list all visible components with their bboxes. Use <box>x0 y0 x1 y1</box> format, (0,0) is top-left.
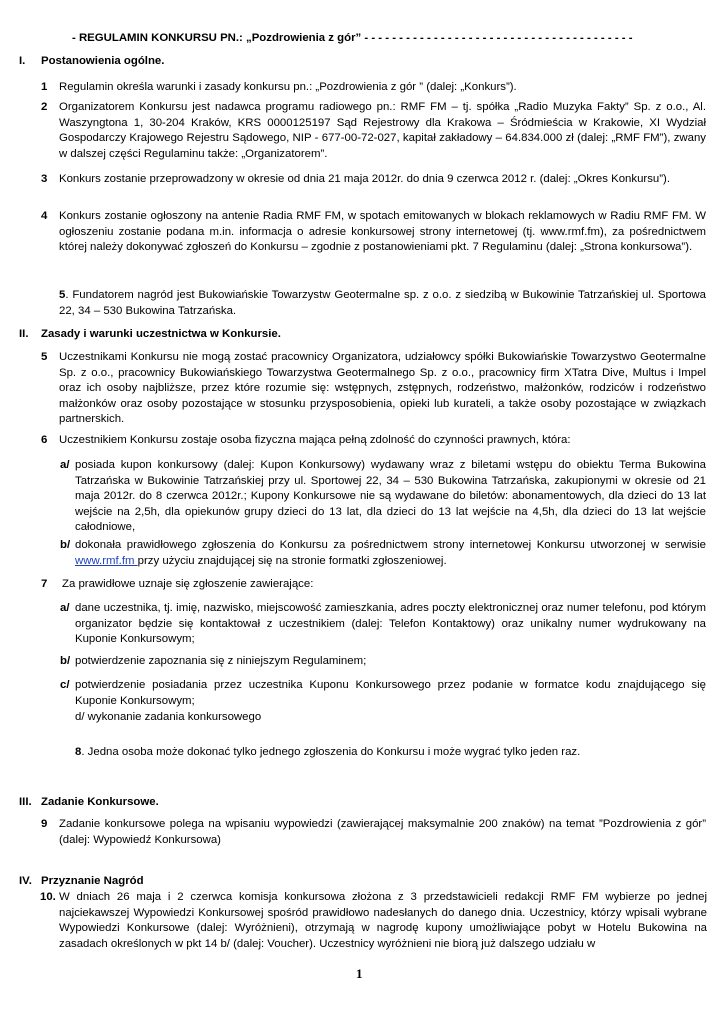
paragraph-text: Regulamin określa warunki i zasady konkursu pn.: „Pozdrowienia z gór ” (dalej: „Konkurs”). <box>59 81 517 93</box>
paragraph-text: Za prawidłowe uznaje się zgłoszenie zawierające: <box>62 578 314 590</box>
page-number: 1 <box>356 966 363 981</box>
section-roman: II. <box>19 328 29 340</box>
section-roman: IV. <box>19 875 32 887</box>
paragraph-text: Uczestnikami Konkursu nie mogą zostać pracownicy Organizatora, udziałowcy spółki Bukowiańskie Towarzystwo Geotermalne Sp. z o.o., pracownicy Bukowiańskiego Towarzystwa Geotermalnego Sp. z o.o., pracownicy firm XTatra Dive, Multus i Impel oraz ich osoby najbliższe, przez które rozumie się: wstępnych, zstępnych, rodzeństwo, małżonków, rodziców i rodzeństwo małżonków oraz osoby pozostające w stosunku przysposobienia, opieki lub kurateli, a także osoby pozostające w związkach partnerskich. <box>59 351 706 426</box>
paragraph-number: 7 <box>41 578 48 590</box>
paragraph-text: 5. Fundatorem nagród jest Bukowiańskie Towarzystw Geotermalne sp. z o.o. z siedzibą w Bukowinie Tatrzańskiej ul. Sportowa 22, 34 – 530 Bukowina Tatrzańska. <box>59 289 706 317</box>
paragraph-number: 2 <box>41 101 48 113</box>
section-roman: I. <box>19 55 26 67</box>
subparagraph-letter: a/ <box>60 602 70 614</box>
paragraph-number: 8 <box>75 746 82 758</box>
paragraph-number: 10. <box>40 891 56 903</box>
paragraph-text: Konkurs zostanie ogłoszony na antenie Radia RMF FM, w spotach emitowanych w blokach reklamowych w Radiu RMF FM. W ogłoszeniu zostanie podana m.in. informacja o adresie konkursowej strony internetowej (tj. www.rmf.fm), za pośrednictwem której należy dokonywać zgłoszeń do Konkursu – zgodnie z postanowieniami pkt. 7 Regulaminu (dalej: „Strona konkursowa”). <box>59 210 706 254</box>
document-title: - REGULAMIN KONKURSU PN.: „Pozdrowienia z gór” - - - - - - - - - - - - - - - - - - - - - - - - - - - - - - - - - - - - - - - <box>72 32 633 44</box>
subparagraph-7d: d/ wykonanie zadania konkursowego <box>75 711 262 723</box>
paragraph-number: 5 <box>59 289 66 301</box>
paragraph-number: 9 <box>41 818 48 830</box>
subparagraph-text: dane uczestnika, tj. imię, nazwisko, miejscowość zamieszkania, adres poczty elektronicznej oraz numer telefonu, pod którym organizator będzie się kontaktował z uczestnikiem (dalej: Telefon Kontaktowy) oraz unikalny numer wydrukowany na Kuponie Konkursowym; <box>75 602 706 646</box>
paragraph-number: 1 <box>41 81 48 93</box>
paragraph-text: Zadanie konkursowe polega na wpisaniu wypowiedzi (zawierającej maksymalnie 200 znaków) na temat ”Pozdrowienia z gór” (dalej: Wypowiedź Konkursowa) <box>59 818 706 846</box>
paragraph-number: 4 <box>41 210 48 222</box>
paragraph-text: Uczestnikiem Konkursu zostaje osoba fizyczna mająca pełną zdolność do czynności prawnych, która: <box>59 434 571 446</box>
section-title: Zadanie Konkursowe. <box>41 796 159 808</box>
subparagraph-text: potwierdzenie zapoznania się z niniejszym Regulaminem; <box>75 655 367 667</box>
section-title: Zasady i warunki uczestnictwa w Konkursie. <box>41 328 281 340</box>
paragraph-text: . Jedna osoba może dokonać tylko jednego zgłoszenia do Konkursu i może wygrać tylko jeden raz. <box>81 746 581 758</box>
section-title: Postanowienia ogólne. <box>41 55 165 67</box>
paragraph-text: W dniach 26 maja i 2 czerwca komisja konkursowa złożona z 3 przedstawicieli redakcji RMF FM wybierze po jednej najciekawszej Wypowiedzi Konkursowej spośród prawidłowo nadesłanych do danego dnia. Uczestnicy, którzy wpisali wybrane Wypowiedzi Konkursowe (dalej: Wyróżnieni), otrzymają w nagrodę kupony umożliwiające pobyt w Hotelu Bukowina na zasadach określonych w pkt 14 b/ (dalej: Voucher). Uczestnicy wyróżnieni nie biorą już dalszego udziału w <box>59 891 707 950</box>
subparagraph-letter: b/ <box>60 655 71 667</box>
paragraph-number: 3 <box>41 173 48 185</box>
subparagraph-letter: c/ <box>60 679 70 691</box>
paragraph-number: 6 <box>41 434 48 446</box>
rmf-link[interactable]: www.rmf.fm <box>75 554 138 567</box>
subparagraph-letter: b/ <box>60 539 71 551</box>
subparagraph-text: dokonała prawidłowego zgłoszenia do Konkursu za pośrednictwem strony internetowej Konkursu utworzonej w serwisie www.rmf.fm przy użyciu znajdującej się na stronie formatki zgłoszeniowej. <box>75 539 706 567</box>
subparagraph-text: posiada kupon konkursowy (dalej: Kupon Konkursowy) wydawany wraz z biletami wstępu do obiektu Terma Bukowina Tatrzańska w Bukowinie Tatrzańskiej przy ul. Sportowej 22, 34 – 530 Bukowina Tatrzańska, zakupionymi w okresie od 21 maja 2012r. do 8 czerwca 2012r.; Kupony Konkursowe nie są wydawane do biletów: abonamentowych, dla dzieci do 13 lat wejście na 2,5h, dla opiekunów grupy dzieci do 13 lat, dla dzieci do 13 lat wejście na 4,5h, dla dzieci do 13 lat wejście całodniowe, <box>75 459 706 534</box>
section-roman: III. <box>19 796 32 808</box>
subparagraph-letter: a/ <box>60 459 70 471</box>
paragraph-text: Konkurs zostanie przeprowadzony w okresie od dnia 21 maja 2012r. do dnia 9 czerwca 2012 r. (dalej: „Okres Konkursu”). <box>59 173 670 185</box>
section-title: Przyznanie Nagród <box>41 875 144 887</box>
subparagraph-text: potwierdzenie posiadania przez uczestnika Kuponu Konkursowego przez podanie w formatce kodu znajdującego się Kuponie Konkursowym; <box>75 679 706 707</box>
paragraph-8 <box>75 745 580 761</box>
paragraph-text: Organizatorem Konkursu jest nadawca programu radiowego pn.: RMF FM – tj. spółka „Radio Muzyka Fakty” Sp. z o.o., Al. Waszyngtona 1, 30-204 Kraków, KRS 0000125197 Sąd Rejestrowy dla Krakowa – Śródmieścia w Krakowie, XI Wydział Gospodarczy Krajowego Rejestru Sądowego, NIP - 677-00-72-027, kapitał zakładowy – 64.834.000 zł (dalej: „RMF FM”), zwany w dalszej części Regulaminu także: „Organizatorem”. <box>59 101 706 160</box>
paragraph-number: 5 <box>41 351 48 363</box>
